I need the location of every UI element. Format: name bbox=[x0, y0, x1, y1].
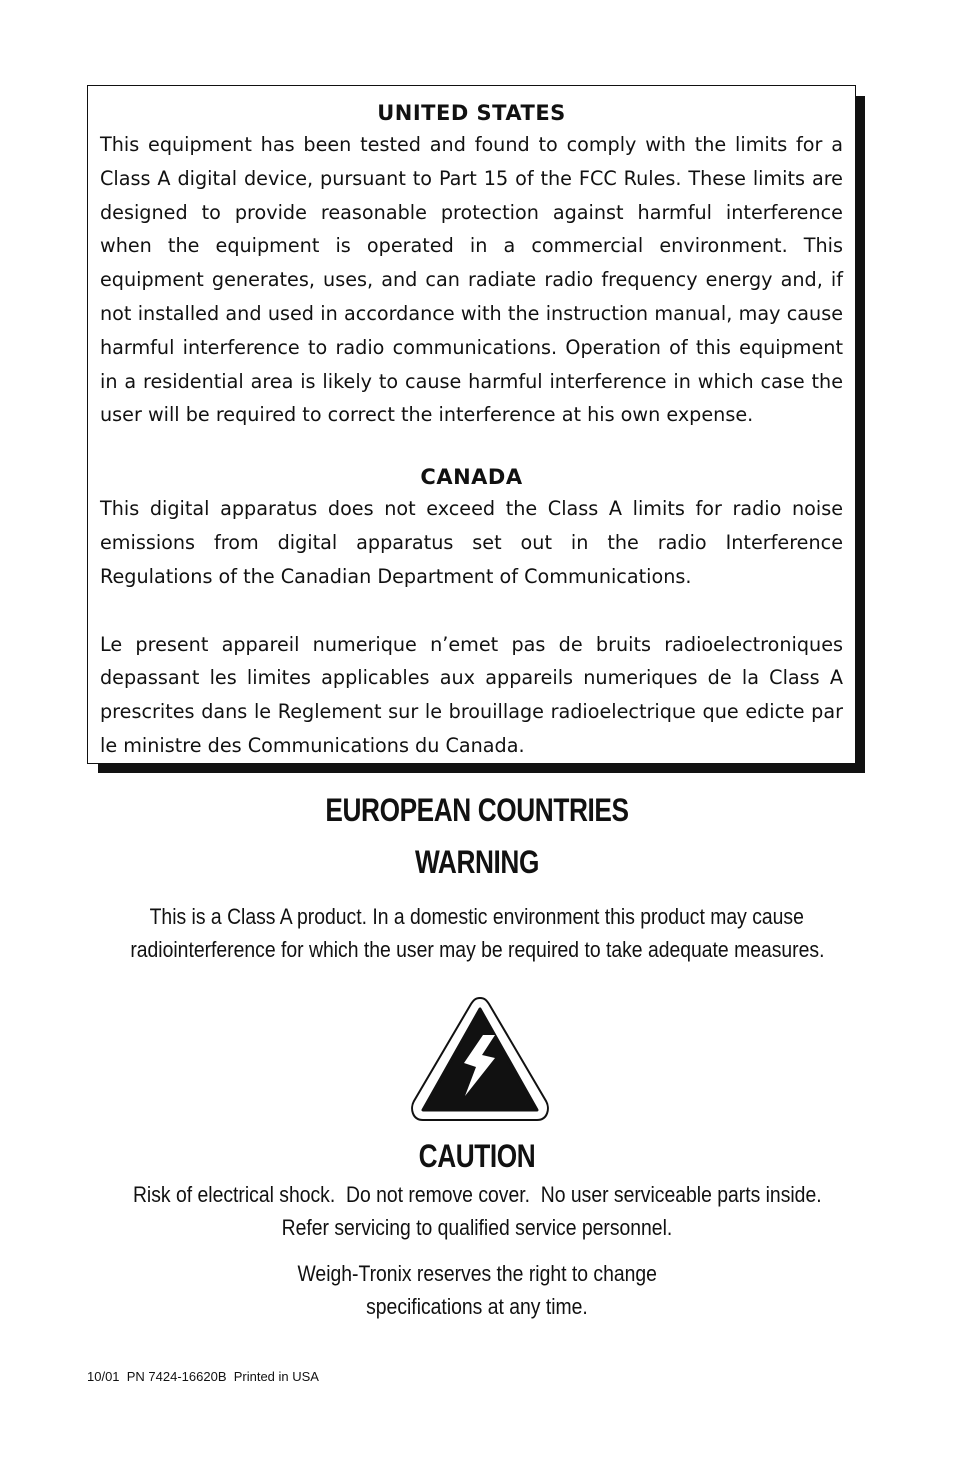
disclaimer-line-2: specifications at any time. bbox=[366, 1294, 588, 1319]
warning-heading: WARNING bbox=[415, 844, 539, 880]
european-countries-heading: EUROPEAN COUNTRIES bbox=[325, 792, 629, 828]
caution-text-line-2: Refer servicing to qualified service personnel. bbox=[281, 1215, 673, 1240]
canada-heading: CANADA bbox=[420, 465, 523, 490]
us-compliance-text: This equipment has been tested and found to comply with the limits for a Class A digital device, pursuant to Part 15 of the FCC Rules. These limits are designed to provide reasonable protection against harmful interference when the equipment is operated in a commercial environment. This equipment generates, uses, and can radiate radio frequency energy and, if not installed and used in accordance with the instruction manual, may cause harmful interference to radio communications. Operation of this equipment in a residential area is likely to cause harmful interference in which case the user will be required to correct the interference at his own expense. bbox=[100, 133, 843, 427]
disclaimer-text bbox=[0, 1257, 954, 1323]
footer-part-number: 10/01 PN 7424-16620B Printed in USA bbox=[87, 1369, 319, 1384]
caution-text bbox=[0, 1178, 954, 1244]
caution-heading: CAUTION bbox=[418, 1138, 536, 1174]
warning-text-line-2: radiointerference for which the user may be required to take adequate measures. bbox=[129, 937, 825, 962]
warning-text bbox=[0, 900, 954, 966]
warning-text-line-1: This is a Class A product. In a domestic environment this product may cause bbox=[149, 904, 805, 929]
canada-compliance-text-en: This digital apparatus does not exceed the Class A limits for radio noise emissions from digital apparatus set out in the radio Interference Regulations of the Canadian Department of Communications. bbox=[100, 497, 843, 588]
us-heading: UNITED STATES bbox=[377, 101, 566, 125]
disclaimer-line-1: Weigh-Tronix reserves the right to change bbox=[297, 1261, 657, 1286]
caution-text-line-1: Risk of electrical shock. Do not remove cover. No user serviceable parts inside. bbox=[132, 1182, 822, 1207]
high-voltage-warning-icon bbox=[409, 995, 551, 1123]
regulatory-notice-box bbox=[87, 85, 856, 764]
canada-compliance-text-fr: Le present appareil numerique n’emet pas de bruits radioelectroniques depassant les limites applicables aux appareils numeriques de la Class A prescrites dans le Reglement sur le brouillage radioelectrique que edicte par le ministre des Communications du Canada. bbox=[100, 632, 843, 757]
